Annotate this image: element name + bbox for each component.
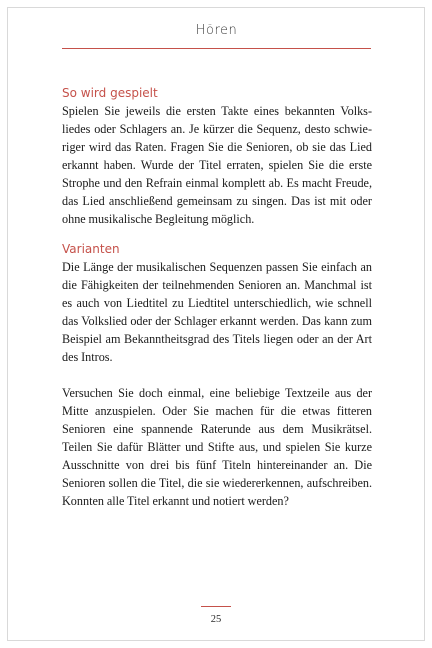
footer-rule xyxy=(201,606,231,607)
paragraph-rules: Spielen Sie jeweils die ersten Takte eines bekannten Volksliedes oder Schlagers an. Je kürzer die Sequenz, desto schwieriger wird das Raten. Fragen Sie die Senioren, ob sie das Lied erkannt haben. Wurde der Titel erraten, spielen Sie die erste Strophe und den Refrain einmal komplett ab. Es macht Freude, das Lied anschließend gemeinsam zu singen. Das ist mit oder ohne musikalische Begleitung möglich. xyxy=(62,104,372,226)
running-header xyxy=(62,20,371,49)
spacer xyxy=(62,228,372,240)
section-heading-rules: So wird gespielt xyxy=(62,86,158,100)
page-body xyxy=(62,84,372,510)
paragraph-variants-1: Die Länge der musikalischen Sequenzen passen Sie einfach an die Fähigkeiten der teilnehmenden Senioren an. Manchmal ist es auch von Liedtitel zu Liedtitel unterschiedlich, wie schnell das Volkslied oder der Schlager erkannt werden. Das kann zum Beispiel am Bekanntheitsgrad des Titels liegen oder an der Art des Intros. xyxy=(62,260,372,364)
section-heading-variants: Varianten xyxy=(62,242,120,256)
page-number: 25 xyxy=(210,614,222,625)
spacer xyxy=(62,366,372,384)
chapter-title: Hören xyxy=(195,23,238,38)
paragraph-variants-2: Versuchen Sie doch einmal, eine beliebige Textzeile aus der Mitte anzuspielen. Oder Sie machen für die etwas fitteren Senioren eine spannende Raterunde aus dem Musikrätsel. Teilen Sie dafür Blätter und Stifte aus, und spielen Sie kurze Ausschnitte von drei bis fünf Titeln hintereinander an. Die Senioren sollen die Titel, die sie wiedererkennen, aufschreiben. Konnten alle Titel erkannt und notiert werden? xyxy=(62,386,372,508)
page-footer xyxy=(196,606,236,627)
